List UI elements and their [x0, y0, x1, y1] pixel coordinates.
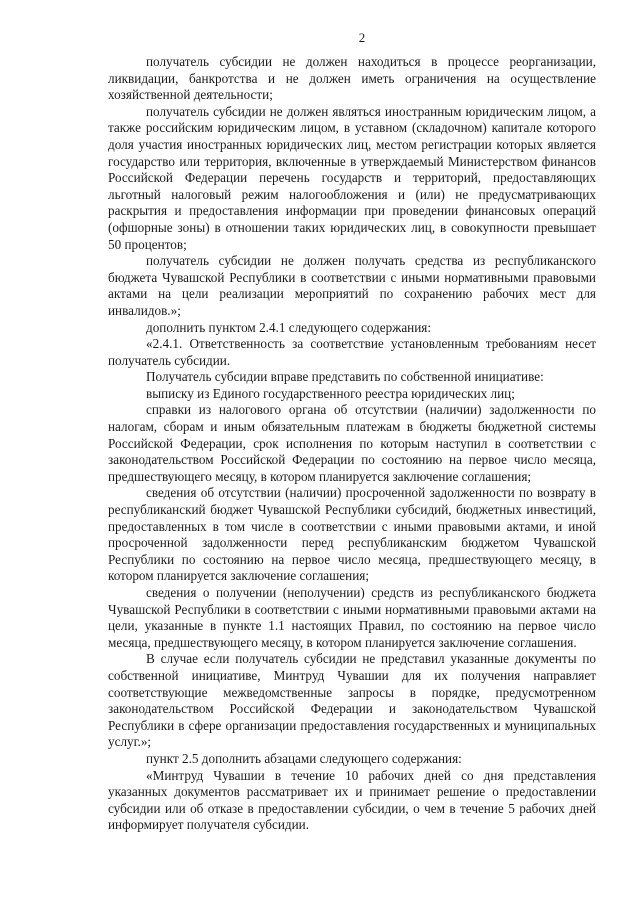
- paragraph-8: справки из налогового органа об отсутствии (наличии) задолженности по налогам, сборам и иным обязательным платежам в бюджеты бюджетной системы Российской Федерации, срок исполнения по которым наступил в соответствии с законодательством Российской Федерации по состоянию на первое число месяца, предшествующего месяцу, в котором планируется заключение соглашения;: [108, 402, 596, 484]
- paragraph-5: «2.4.1. Ответственность за соответствие установленным требованиям несет получатель субсидии.: [108, 336, 596, 368]
- paragraph-9: сведения об отсутствии (наличии) просроченной задолженности по возврату в республиканский бюджет Чувашской Республики субсидий, бюджетных инвестиций, предоставленных в том числе в соответствии с иными правовыми актами, и иной просроченной задолженности перед республиканским бюджетом Чувашской Республики по состоянию на первое число месяца, предшествующего месяцу, в котором планируется заключение соглашения;: [108, 485, 596, 584]
- paragraph-6: Получатель субсидии вправе представить по собственной инициативе:: [146, 369, 544, 385]
- page-number: 2: [358, 30, 366, 45]
- document-body: [108, 54, 596, 834]
- paragraph-12: пункт 2.5 дополнить абзацами следующего содержания:: [146, 750, 462, 766]
- paragraph-3: получатель субсидии не должен получать средства из республиканского бюджета Чувашской Республики в соответствии с иными нормативными правовыми актами на цели реализации мероприятий по сохранению рабочих мест для инвалидов.»;: [108, 253, 596, 318]
- paragraph-1: получатель субсидии не должен находиться в процессе реорганизации, ликвидации, банкротства и не должен иметь ограничения на осуществление хозяйственной деятельности;: [108, 54, 596, 103]
- paragraph-11: В случае если получатель субсидии не представил указанные документы по собственной инициативе, Минтруд Чувашии для их получения направляет соответствующие межведомственные запросы в порядке, предусмотренном законодательством Российской Федерации и законодательством Чувашской Республики в сфере организации предоставления государственных и муниципальных услуг.»;: [108, 651, 596, 750]
- paragraph-2: получатель субсидии не должен являться иностранным юридическим лицом, а также российским юридическим лицом, в уставном (складочном) капитале которого доля участия иностранных юридических лиц, местом регистрации которых является государство или территория, включенные в утверждаемый Министерством финансов Российской Федерации перечень государств и территорий, предоставляющих льготный налоговый режим налогообложения и (или) не предусматривающих раскрытия и предоставления информации при проведении финансовых операций (офшорные зоны) в отношении таких юридических лиц, в совокупности превышает 50 процентов;: [108, 103, 596, 252]
- paragraph-13: «Минтруд Чувашии в течение 10 рабочих дней со дня представления указанных документов рассматривает их и принимает решение о предоставлении субсидии или об отказе в предоставлении субсидии, о чем в течение 5 рабочих дней информирует получателя субсидии.: [108, 767, 596, 833]
- paragraph-4: дополнить пунктом 2.4.1 следующего содержания:: [146, 319, 432, 335]
- paragraph-10: сведения о получении (неполучении) средств из республиканского бюджета Чувашской Республики в соответствии с иными нормативными правовыми актами на цели, указанные в пункте 1.1 настоящих Правил, по состоянию на первое число месяца, предшествующего месяцу, в котором планируется заключение соглашения.: [108, 585, 596, 650]
- paragraph-7: выписку из Единого государственного реестра юридических лиц;: [146, 385, 515, 401]
